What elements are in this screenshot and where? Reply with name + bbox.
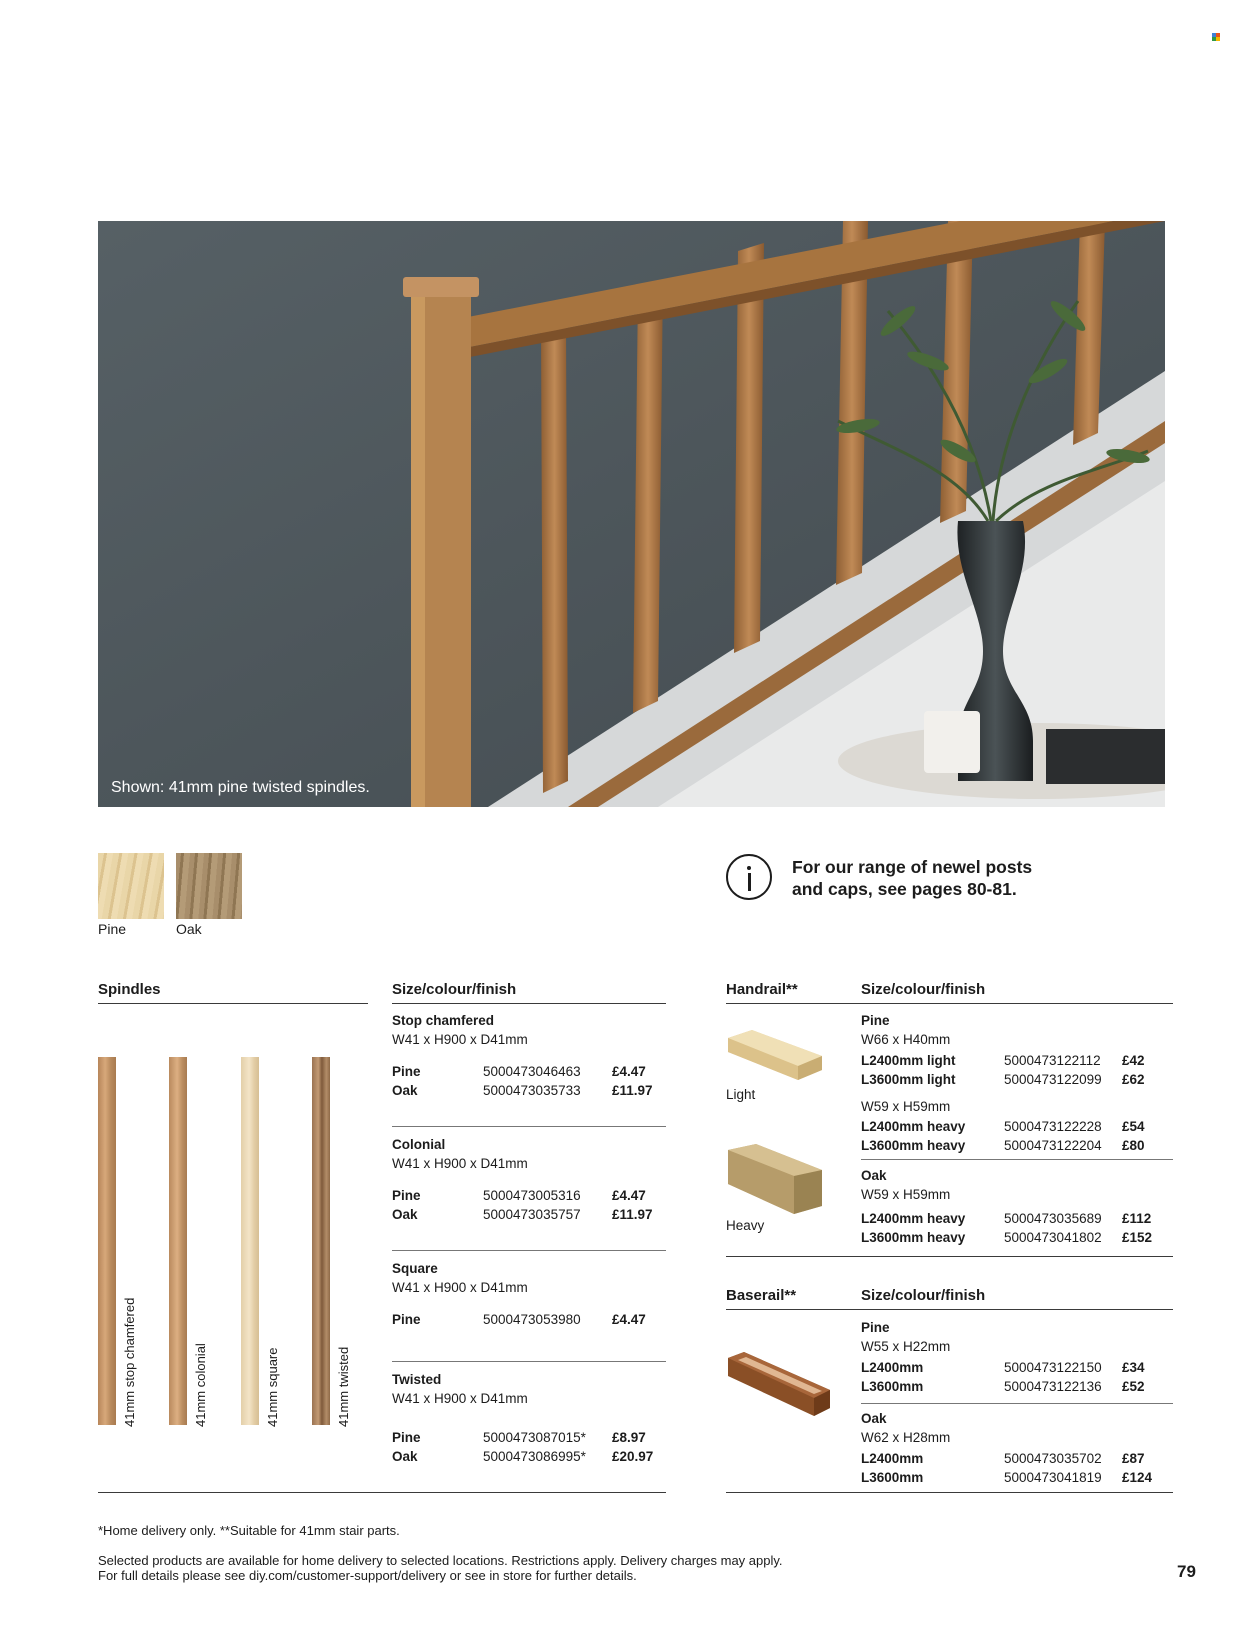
- row-code: 5000473122136: [1004, 1379, 1102, 1394]
- group-size: W41 x H900 x D41mm: [392, 1032, 528, 1047]
- row-code: 5000473086995*: [483, 1449, 586, 1464]
- baserail-image: [726, 1352, 832, 1424]
- row-finish: Pine: [392, 1064, 421, 1079]
- row-price: £87: [1122, 1451, 1145, 1466]
- row-finish: Oak: [392, 1207, 418, 1222]
- row-price: £42: [1122, 1053, 1145, 1068]
- row-finish: Pine: [392, 1188, 421, 1203]
- group-size: W41 x H900 x D41mm: [392, 1391, 528, 1406]
- brand-logo-mark: [1212, 33, 1220, 41]
- spindles-bottom-rule: [98, 1492, 666, 1493]
- baserail-pine-size: W55 x H22mm: [861, 1339, 951, 1354]
- handrail-light-label: Light: [726, 1087, 756, 1102]
- row-length: L3600mm heavy: [861, 1138, 966, 1153]
- row-code: 5000473122112: [1004, 1053, 1101, 1068]
- hero-caption: Shown: 41mm pine twisted spindles.: [111, 779, 370, 796]
- row-finish: Pine: [392, 1312, 421, 1327]
- spindle-twisted-image: [312, 1057, 330, 1425]
- row-price: £54: [1122, 1119, 1145, 1134]
- handrail-bottom-rule: [726, 1256, 1173, 1257]
- handrail-pine-name: Pine: [861, 1013, 890, 1028]
- spindles-column-header: Size/colour/finish: [392, 981, 517, 998]
- row-finish: Pine: [392, 1430, 421, 1445]
- oak-swatch-label: Oak: [176, 921, 202, 937]
- baserail-oak-name: Oak: [861, 1411, 887, 1426]
- group-size: W41 x H900 x D41mm: [392, 1280, 528, 1295]
- row-code: 5000473122150: [1004, 1360, 1102, 1375]
- row-code: 5000473122204: [1004, 1138, 1102, 1153]
- row-price: £52: [1122, 1379, 1145, 1394]
- pine-swatch: [98, 853, 164, 919]
- row-price: £62: [1122, 1072, 1145, 1087]
- spindles-right-rule: [392, 1003, 666, 1004]
- handrail-pine-heavy-size: W59 x H59mm: [861, 1099, 951, 1114]
- divider: [861, 1403, 1173, 1404]
- row-finish: Oak: [392, 1083, 418, 1098]
- handrail-heavy-image: [726, 1144, 826, 1216]
- spindle-label-colonial: 41mm colonial: [193, 1343, 208, 1427]
- hero-photo: [98, 221, 1165, 807]
- row-code: 5000473053980: [483, 1312, 581, 1327]
- handrail-pine-light-size: W66 x H40mm: [861, 1032, 951, 1047]
- info-line-2: and caps, see pages 80-81.: [792, 879, 1017, 899]
- spindles-left-rule: [98, 1003, 368, 1004]
- newel-info-callout: [726, 854, 1166, 904]
- group-name: Stop chamfered: [392, 1013, 495, 1028]
- baserail-bottom-rule: [726, 1492, 1173, 1493]
- row-length: L2400mm heavy: [861, 1119, 966, 1134]
- pine-swatch-label: Pine: [98, 921, 127, 937]
- row-code: 5000473041802: [1004, 1230, 1102, 1245]
- delivery-note-line-2: For full details please see diy.com/customer-support/delivery or see in store for further details.: [98, 1568, 637, 1583]
- row-code: 5000473041819: [1004, 1470, 1102, 1485]
- row-price: £4.47: [612, 1064, 646, 1079]
- row-length: L3600mm heavy: [861, 1230, 966, 1245]
- baserail-header-rule: [726, 1309, 1173, 1310]
- handrail-oak-size: W59 x H59mm: [861, 1187, 951, 1202]
- spindle-stop-chamfered-image: [98, 1057, 116, 1425]
- row-length: L3600mm: [861, 1379, 924, 1394]
- row-code: 5000473035757: [483, 1207, 581, 1222]
- row-price: £4.47: [612, 1188, 646, 1203]
- spindle-label-square: 41mm square: [265, 1347, 280, 1427]
- row-code: 5000473035702: [1004, 1451, 1102, 1466]
- row-code: 5000473005316: [483, 1188, 581, 1203]
- divider: [861, 1159, 1173, 1160]
- group-name: Square: [392, 1261, 438, 1276]
- row-price: £4.47: [612, 1312, 646, 1327]
- divider: [392, 1250, 666, 1251]
- handrail-column-header: Size/colour/finish: [861, 981, 986, 998]
- baserail-title: Baserail**: [726, 1287, 797, 1304]
- spindle-label-twisted: 41mm twisted: [336, 1346, 351, 1427]
- baserail-oak-size: W62 x H28mm: [861, 1430, 951, 1445]
- row-price: £8.97: [612, 1430, 646, 1445]
- row-code: 5000473087015*: [483, 1430, 586, 1445]
- handrail-oak-name: Oak: [861, 1168, 887, 1183]
- row-price: £34: [1122, 1360, 1145, 1375]
- row-finish: Oak: [392, 1449, 418, 1464]
- oak-swatch: [176, 853, 242, 919]
- info-text: [792, 856, 1092, 900]
- page-number: 79: [1177, 1562, 1196, 1581]
- spindles-title: Spindles: [98, 981, 161, 998]
- staircase-illustration: [98, 221, 1165, 807]
- row-length: L2400mm heavy: [861, 1211, 966, 1226]
- row-price: £11.97: [612, 1207, 653, 1222]
- row-price: £124: [1122, 1470, 1153, 1485]
- row-price: £11.97: [612, 1083, 653, 1098]
- handrail-title: Handrail**: [726, 981, 798, 998]
- delivery-note-line-1: Selected products are available for home delivery to selected locations. Restrictions apply. Delivery charges may apply.: [98, 1553, 783, 1568]
- handrail-light-image: [726, 1026, 826, 1088]
- row-code: 5000473122228: [1004, 1119, 1102, 1134]
- footnote: *Home delivery only. **Suitable for 41mm stair parts.: [98, 1523, 400, 1538]
- row-code: 5000473035689: [1004, 1211, 1102, 1226]
- row-code: 5000473122099: [1004, 1072, 1102, 1087]
- row-length: L3600mm light: [861, 1072, 956, 1087]
- row-length: L2400mm: [861, 1451, 924, 1466]
- divider: [392, 1126, 666, 1127]
- handrail-heavy-label: Heavy: [726, 1218, 765, 1233]
- info-line-1: For our range of newel posts: [792, 857, 1033, 877]
- baserail-pine-name: Pine: [861, 1320, 890, 1335]
- row-code: 5000473035733: [483, 1083, 581, 1098]
- info-icon: [726, 854, 772, 900]
- row-price: £80: [1122, 1138, 1145, 1153]
- divider: [392, 1361, 666, 1362]
- row-price: £112: [1122, 1211, 1152, 1226]
- baserail-column-header: Size/colour/finish: [861, 1287, 986, 1304]
- group-size: W41 x H900 x D41mm: [392, 1156, 528, 1171]
- logo-square-yellow: [1216, 37, 1220, 41]
- spindle-label-stop-chamfered: 41mm stop chamfered: [122, 1297, 137, 1427]
- spindle-square-image: [241, 1057, 259, 1425]
- group-name: Twisted: [392, 1372, 442, 1387]
- handrail-header-rule: [726, 1003, 1173, 1004]
- row-length: L2400mm: [861, 1360, 924, 1375]
- spindle-colonial-image: [169, 1057, 187, 1425]
- row-length: L2400mm light: [861, 1053, 956, 1068]
- row-price: £20.97: [612, 1449, 654, 1464]
- group-name: Colonial: [392, 1137, 446, 1152]
- row-length: L3600mm: [861, 1470, 924, 1485]
- row-price: £152: [1122, 1230, 1153, 1245]
- row-code: 5000473046463: [483, 1064, 581, 1079]
